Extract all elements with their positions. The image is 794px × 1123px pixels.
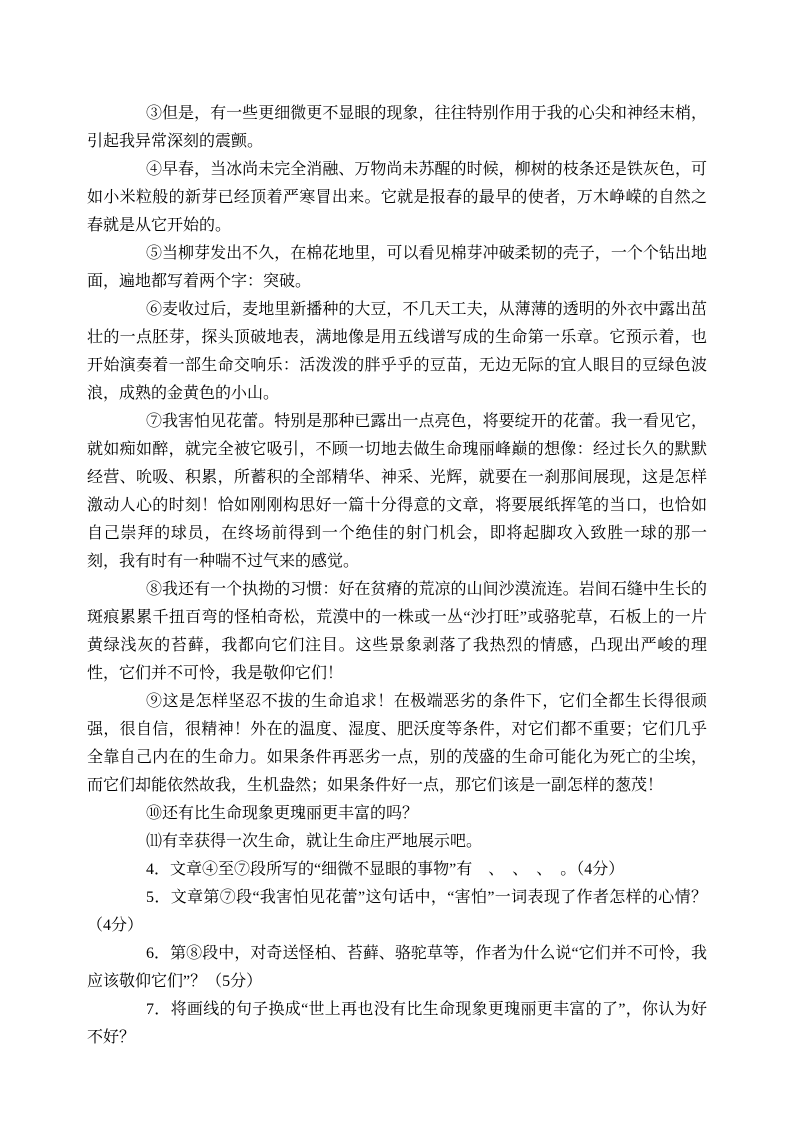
essay-paragraph-9: ⑨这是怎样坚忍不拔的生命追求！在极端恶劣的条件下，它们全都生长得很顽强，很自信，很精神！外在的温度、湿度、肥沃度等条件，对它们都不重要；它们几乎全靠自己内在的生命力。如果条件再恶劣一点，别的茂盛的生命可能化为死亡的尘埃，而它们却能依然故我，生机盎然；如果条件好一点，那它们该是一副怎样的葱茂！ (87, 693, 707, 794)
essay-text-block (87, 100, 707, 1052)
essay-paragraph-3: ③但是，有一些更细微更不显眼的现象，往往特别作用于我的心尖和神经末梢，引起我异常深刻的震颤。 (87, 105, 707, 150)
essay-paragraph-10: ⑩还有比生命现象更瑰丽更丰富的吗？ (146, 805, 419, 822)
exam-question-5: 5．文章第⑦段“我害怕见花蕾”这句话中，“害怕”一词表现了作者怎样的心情？（4分） (87, 889, 707, 934)
essay-paragraph-4: ④早春，当冰尚未完全消融、万物尚未苏醒的时候，柳树的枝条还是铁灰色，可如小米粒般的新芽已经顶着严寒冒出来。它就是报春的最早的使者，万木峥嵘的自然之春就是从它开始的。 (87, 161, 707, 234)
exam-question-7: 7．将画线的句子换成“世上再也没有比生命现象更瑰丽更丰富的了”，你认为好不好？ (87, 1001, 707, 1046)
essay-paragraph-8: ⑧我还有一个执拗的习惯：好在贫瘠的荒凉的山间沙漠流连。岩间石缝中生长的斑痕累累千扭百弯的怪柏奇松，荒漠中的一株或一丛“沙打旺”或骆驼草，石板上的一片黄绿浅灰的苔藓，我都向它们注目。这些景象剥落了我热烈的情感，凸现出严峻的理性，它们并不可怜，我是敬仰它们！ (87, 581, 707, 682)
exam-question-6: 6．第⑧段中，对奇送怪柏、苔藓、骆驼草等，作者为什么说“它们并不可怜，我应该敬仰它们”？（5分） (87, 945, 707, 990)
essay-paragraph-6: ⑥麦收过后，麦地里新播种的大豆，不几天工夫，从薄薄的透明的外衣中露出茁壮的一点胚芽，探头顶破地表，满地像是用五线谱写成的生命第一乐章。它预示着，也开始演奏着一部生命交响乐：活泼泼的胖乎乎的豆苗，无边无际的宜人眼目的豆绿色波浪，成熟的金黄色的小山。 (87, 301, 707, 402)
exam-question-4: 4．文章④至⑦段所写的“细微不显眼的事物”有 、 、 、 。（4分） (146, 861, 625, 878)
essay-paragraph-7: ⑦我害怕见花蕾。特别是那种已露出一点亮色，将要绽开的花蕾。我一看见它，就如痴如醉，就完全被它吸引，不顾一切地去做生命瑰丽峰巅的想像：经过长久的默默经营、吮吸、积累，所蓄积的全部精华、神采、光辉，就要在一刹那间展现，这是怎样激动人心的时刻！恰如刚刚构思好一篇十分得意的文章，将要展纸挥笔的当口，也恰如自己崇拜的球员，在终场前得到一个绝佳的射门机会，即将起脚攻入致胜一球的那一刻，我有时有一种喘不过气来的感觉。 (87, 413, 707, 570)
essay-paragraph-11: ⑾有幸获得一次生命，就让生命庄严地展示吧。 (146, 833, 483, 850)
essay-paragraph-5: ⑤当柳芽发出不久，在棉花地里，可以看见棉芽冲破柔韧的壳子，一个个钻出地面，遍地都写着两个字：突破。 (87, 245, 707, 290)
